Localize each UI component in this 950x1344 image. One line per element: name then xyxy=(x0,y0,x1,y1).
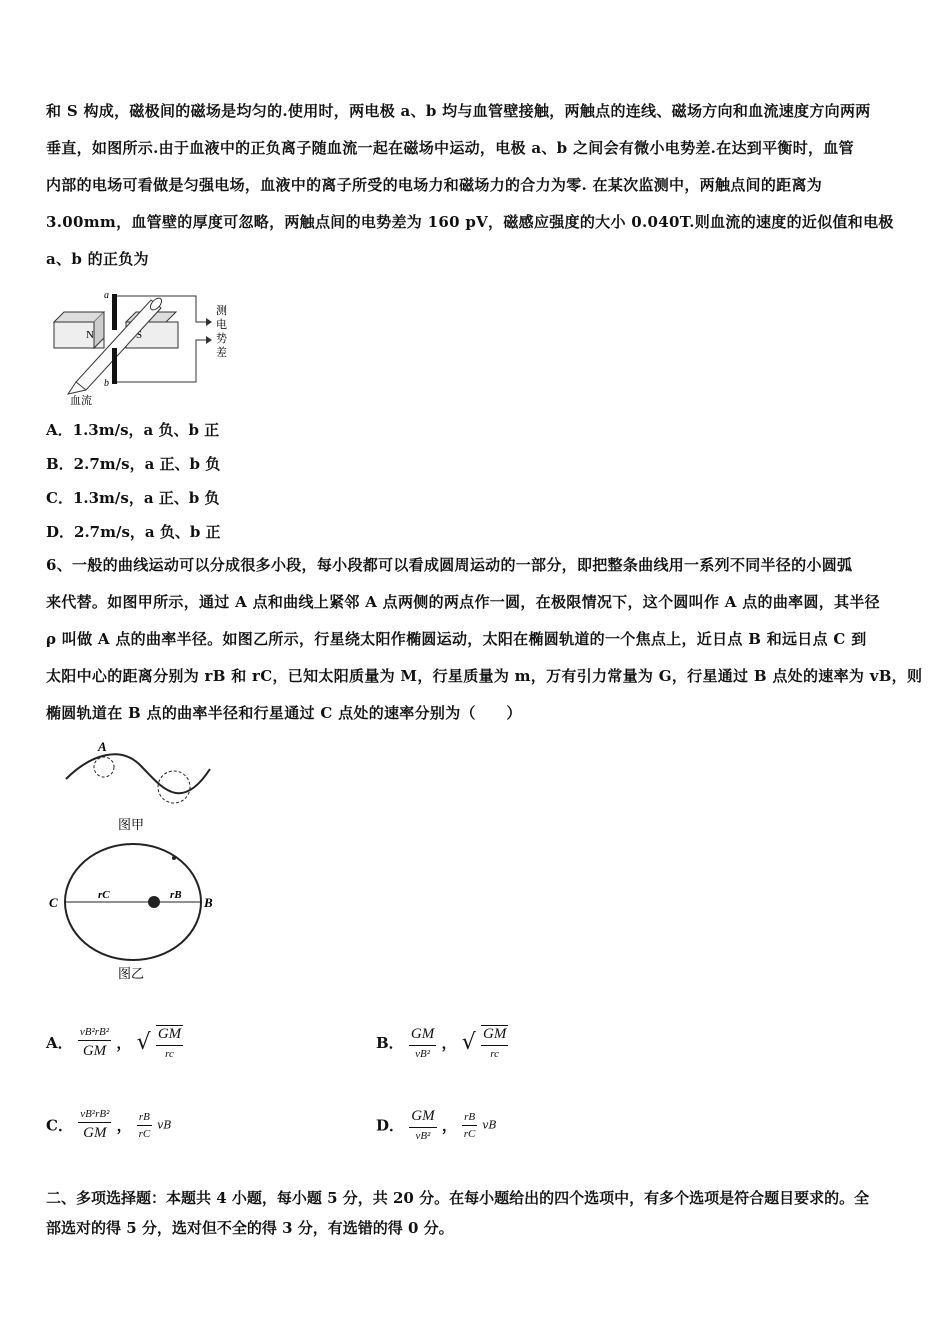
option-d-label: D． xyxy=(376,1116,405,1135)
option-d-frac2: $\frac{rB}{rC}$ xyxy=(463,1110,476,1140)
section-2-line-2: 部选对的得 5 分，选对但不全的得 3 分，有选错的得 0 分。 xyxy=(46,1219,454,1237)
q5-option-c: C．1.3m/s，a 正、b 负 xyxy=(46,489,220,507)
label-rB: rB xyxy=(170,889,182,901)
label-S: S xyxy=(136,329,143,341)
section-2-text xyxy=(46,1183,908,1243)
option-c-frac2: $\frac{rB}{rC}$ xyxy=(138,1110,151,1140)
q5-option-d: D．2.7m/s，a 负、b 正 xyxy=(46,523,221,541)
q6-option-b: B． $\frac{GM}{\text{vB²}}$ ， √ $\frac{GM}{rc}$ xyxy=(376,1025,507,1060)
option-a-sqrt: $\frac{GM}{rc}$ xyxy=(157,1026,182,1060)
label-rC: rC xyxy=(98,889,110,901)
label-measure-2: 电 xyxy=(216,318,227,331)
option-c-frac: $\frac{\text{vB²rB²}}{GM}$ xyxy=(80,1108,110,1141)
q6-line-2: 来代替。如图甲所示，通过 A 点和曲线上紧邻 A 点两侧的两点作一圆，在极限情况下，这个圆叫作 A 点的曲率圆，其半径 xyxy=(46,593,880,611)
q5-option-a: A．1.3m/s，a 负、b 正 xyxy=(46,421,220,439)
label-b: b xyxy=(104,378,109,389)
option-b-frac: $\frac{GM}{\text{vB²}}$ xyxy=(410,1025,435,1060)
option-a-frac: $\frac{\text{vB²rB²}}{GM}$ xyxy=(79,1025,110,1059)
q6-option-c: C． $\frac{\text{vB²rB²}}{GM}$ ， $\frac{rB}{rC}$ vB xyxy=(46,1108,172,1141)
flowmeter-diagram xyxy=(46,282,236,410)
q6-option-a: A． $\frac{\text{vB²rB²}}{GM}$ ， √ $\frac{GM}{rc}$ xyxy=(46,1025,182,1060)
option-b-label: B． xyxy=(376,1034,404,1052)
label-N: N xyxy=(86,329,94,341)
q6-line-1: 6、一般的曲线运动可以分成很多小段，每小段都可以看成圆周运动的一部分，即把整条曲线用一系列不同半径的小圆弧 xyxy=(46,556,853,574)
q5-line-1: 和 S 构成，磁极间的磁场是均匀的.使用时，两电极 a、b 均与血管壁接触，两触点的连线、磁场方向和血流速度方向两两 xyxy=(46,102,871,120)
q6-option-d: D． $\frac{GM}{\text{vB²}}$ ， $\frac{rB}{rC}$ vB xyxy=(376,1108,497,1142)
option-b-sqrt: $\frac{GM}{rc}$ xyxy=(483,1026,507,1060)
section-2-line-1: 二、多项选择题：本题共 4 小题，每小题 5 分，共 20 分。在每小题给出的四个选项中，有多个选项是符合题目要求的。全 xyxy=(46,1189,870,1207)
q5-line-5: a、b 的正负为 xyxy=(46,250,149,268)
option-a-label: A． xyxy=(46,1034,73,1052)
label-B: B xyxy=(204,895,213,910)
option-c-label: C． xyxy=(46,1116,73,1135)
caption-yi: 图乙 xyxy=(118,967,145,982)
q5-line-2: 垂直，如图所示.由于血液中的正负离子随血流一起在磁场中运动，电极 a、b 之间会有微小电势差.在达到平衡时，血管 xyxy=(46,139,854,157)
q5-text xyxy=(46,93,908,278)
q5-line-4: 3.00mm，血管壁的厚度可忽略，两触点间的电势差为 160 pV，磁感应强度的大小 0.040T.则血流的速度的近似值和电极 xyxy=(46,213,894,231)
q6-line-4: 太阳中心的距离分别为 rB 和 rC，已知太阳质量为 M，行星质量为 m，万有引力常量为 G，行星通过 B 点处的速率为 vB，则 xyxy=(46,667,923,685)
option-d-frac: $\frac{GM}{\text{vB²}}$ xyxy=(411,1108,435,1142)
caption-jia: 图甲 xyxy=(118,818,145,833)
q6-text xyxy=(46,547,923,732)
label-measure-4: 差 xyxy=(216,346,227,359)
q6-line-3: ρ 叫做 A 点的曲率半径。如图乙所示，行星绕太阳作椭圆运动，太阳在椭圆轨道的一个焦点上，近日点 B 和远日点 C 到 xyxy=(46,630,867,648)
label-a: a xyxy=(104,290,109,301)
orbit-diagram xyxy=(46,840,226,985)
label-A: A xyxy=(98,739,107,754)
label-measure-3: 势 xyxy=(216,332,227,345)
label-flow: 血流 xyxy=(70,394,92,407)
q6-line-5: 椭圆轨道在 B 点的曲率半径和行星通过 C 点处的速率分别为（ ） xyxy=(46,704,522,722)
label-C: C xyxy=(49,895,58,910)
curvature-diagram xyxy=(60,735,220,835)
q5-line-3: 内部的电场可看做是匀强电场，血液中的离子所受的电场力和磁场力的合力为零. 在某次监测中，两触点间的距离为 xyxy=(46,176,823,194)
label-measure-1: 测 xyxy=(216,304,227,317)
q5-option-b: B．2.7m/s，a 正、b 负 xyxy=(46,455,221,473)
